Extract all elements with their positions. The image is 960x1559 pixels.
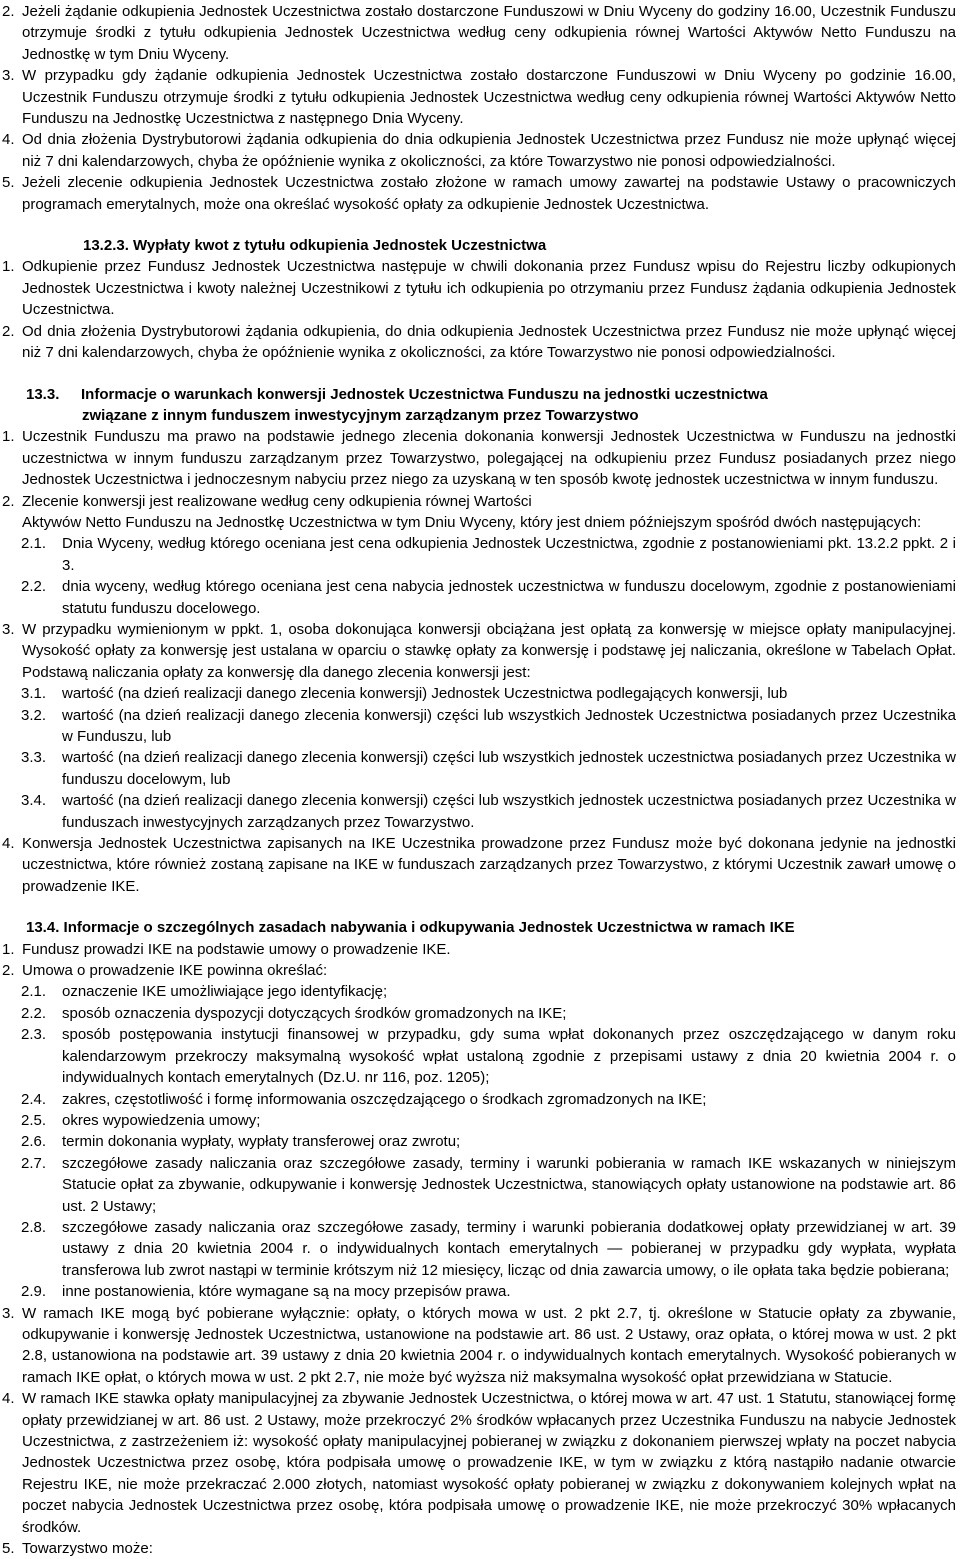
list-item [2, 1, 956, 65]
item-number: 3.1. [21, 685, 47, 703]
list-item [2, 1538, 956, 1559]
spacer [2, 215, 956, 235]
item-number: 1. [2, 258, 15, 276]
item-number: 3. [2, 1304, 15, 1322]
item-number: 4. [2, 835, 15, 853]
sub-list-item [2, 790, 956, 833]
item-number: 2. [2, 492, 15, 510]
item-text: Umowa o prowadzenie IKE powinna określać: [22, 962, 328, 980]
section-heading-13-3 [2, 384, 956, 427]
sub-list-item [2, 576, 956, 619]
item-number: 2.1. [21, 535, 47, 553]
item-text: Towarzystwo może: [22, 1540, 153, 1558]
sub-list-item [2, 1281, 956, 1302]
item-text: W przypadku wymienionym w ppkt. 1, osoba dokonująca konwersji obciążana jest opłatą za konwersję w miejsce opłaty manipulacyjnej. Wysokość opłaty za konwersję jest ustalana w oparciu o stawkę opłaty za konwersję i podstawę jej naliczania, określone w Tabelach Opłat. Podstawą naliczania opłaty za konwersję dla danego zlecenia konwersji jest: [22, 620, 956, 681]
item-text: Jeżeli żądanie odkupienia Jednostek Uczestnictwa zostało dostarczone Funduszowi w Dniu Wyceny do godziny 16.00, Uczestnik Funduszu otrzymuje środki z tytułu odkupienia Jednostek Uczestnictwa według ceny odkupienia równej Wartości Aktywów Netto Funduszu na Jednostkę w tym Dniu Wyceny. [22, 3, 956, 63]
item-number: 2.4. [21, 1090, 47, 1108]
sub-list-item [2, 1003, 956, 1024]
item-number: 2.3. [21, 1026, 47, 1044]
list-item [2, 1303, 956, 1389]
item-text: Odkupienie przez Fundusz Jednostek Uczestnictwa następuje w chwili dokonania przez Fundusz wpisu do Rejestru liczby odkupionych Jednostek Uczestnictwa i kwoty należnej Uczestnikowi z tytułu ich odkupienia po otrzymaniu przez Fundusz żądania odkupienia Jednostek Uczestnictwa. [22, 258, 956, 319]
item-number: 2.2. [21, 1004, 47, 1022]
list-item [2, 256, 956, 320]
item-number: 1. [2, 940, 15, 958]
section-heading-13-4: 13.4. Informacje o szczególnych zasadach nabywania i odkupywania Jednostek Uczestnictwa w ramach IKE [26, 919, 795, 937]
sub-list-item [2, 1089, 956, 1110]
list-item [2, 939, 956, 960]
item-number: 2.8. [21, 1218, 47, 1236]
item-number: 1. [2, 428, 15, 446]
list-item [2, 960, 956, 981]
item-text: dnia wyceny, według którego oceniana jest cena nabycia jednostek uczestnictwa w funduszu docelowym, zgodnie z postanowieniami statutu funduszu docelowego. [62, 578, 956, 617]
item-number: 5. [2, 1540, 15, 1558]
section-number: 13.3. [26, 385, 60, 403]
sub-list-item [2, 533, 956, 576]
item-number: 4. [2, 1390, 15, 1408]
list-item [2, 426, 956, 490]
item-number: 2.5. [21, 1111, 47, 1129]
redemption-terms-list [2, 1, 956, 215]
item-number: 2.6. [21, 1133, 47, 1151]
item-number: 5. [2, 174, 15, 192]
spacer [2, 364, 956, 384]
ike-terms-list [2, 939, 956, 1559]
item-number: 2.2. [21, 578, 47, 596]
item-text: W ramach IKE mogą być pobierane wyłącznie: opłaty, o których mowa w ust. 2 pkt 2.7, tj. określone w Statucie opłaty za zbywanie, odkupywanie i konwersję Jednostek Uczestnictwa, ustanowione na podstawie art. 86 ust. 2 Ustawy, oraz opłata, o której mowa w ust. 2 pkt 2.8, ustanowiona na podstawie art. 39 ustawy z dnia 20 kwietnia 2004 r. o indywidualnych kontach emerytalnych. Wysokość pobieranych w ramach IKE opłat, o których mowa w ust. 2 pkt 2.7, nie może być wyższa niż maksymalna wysokość opłat przewidziana w Statucie. [22, 1304, 956, 1386]
list-item [2, 65, 956, 129]
list-item [2, 619, 956, 683]
sub-list-item [2, 981, 956, 1002]
sub-list-item [2, 1024, 956, 1088]
list-item [2, 129, 956, 172]
item-number: 2.9. [21, 1283, 47, 1301]
item-text: Od dnia złożenia Dystrybutorowi żądania odkupienia do dnia odkupienia Jednostek Uczestnictwa przez Fundusz nie może upłynąć więcej niż 7 dni kalendarzowych, chyba że opóźnienie wynika z okoliczności, za które Towarzystwo nie ponosi odpowiedzialności. [22, 131, 956, 170]
item-text: sposób oznaczenia dyspozycji dotyczących środków gromadzonych na IKE; [62, 1004, 567, 1022]
item-text: Uczestnik Funduszu ma prawo na podstawie jednego zlecenia dokonania konwersji Jednostek Uczestnictwa w Funduszu na jednostki uczestnictwa w innym funduszu zarządzanym przez Towarzystwo, polegającej na odkupieniu przez Fundusz posiadanych przez niego Jednostek Uczestnictwa i jednoczesnym nabyciu przez niego za uzyskaną w ten sposób kwotę jednostek uczestnictwa w innym funduszu. [22, 428, 956, 489]
item-text: Fundusz prowadzi IKE na podstawie umowy o prowadzenie IKE. [22, 940, 451, 958]
conversion-terms-list [2, 426, 956, 897]
item-text: szczegółowe zasady naliczania oraz szczegółowe zasady, terminy i warunki pobierania dodatkowej opłaty przewidzianej w art. 39 ustawy z dnia 20 kwietnia 2004 r. o indywidualnych kontach emerytalnych — pobieranej w przypadku gdy wypłata, wypłata transferowa lub zwrot nastąpi w terminie krótszym niż 12 miesięcy, licząc od dnia zawarcia umowy, o ile opłata taka będzie pobierana; [62, 1218, 956, 1279]
item-text: oznaczenie IKE umożliwiające jego identyfikację; [62, 983, 388, 1001]
section-heading-13-2-3: 13.2.3. Wypłaty kwot z tytułu odkupienia Jednostek Uczestnictwa [83, 237, 547, 255]
item-text: inne postanowienia, które wymagane są na mocy przepisów prawa. [62, 1283, 511, 1301]
list-item [2, 172, 956, 215]
item-number: 2. [2, 962, 15, 980]
item-text: W ramach IKE stawka opłaty manipulacyjnej za zbywanie Jednostek Uczestnictwa, o której mowa w art. 47 ust. 1 Statutu, stanowiącej formę opłaty przewidzianej w art. 86 ust. 2 Ustawy, może przekroczyć 2% środków wpłacanych przez Uczestnika Funduszu na nabycie Jednostek Uczestnictwa, z zastrzeżeniem iż: wysokość opłaty manipulacyjnej pobieranej w związku z dokonaniem pierwszej wpłaty na poczet nabycia Jednostek Uczestnictwa przez osobę, która podpisała umowę o prowadzenie IKE, w tym w związku z którą nastąpiło nadanie otwarcie Rejestru IKE, nie może przekraczać 2.000 złotych, natomiast wysokość opłaty pobieranej w związku z dokonywaniem kolejnych wpłat na poczet nabycia Jednostek Uczestnictwa przez osobę, która podpisała umowę o prowadzenie IKE, nie może przekroczyć 30% wpłacanych środków. [22, 1390, 956, 1536]
item-text: Od dnia złożenia Dystrybutorowi żądania odkupienia, do dnia odkupienia Jednostek Uczestnictwa przez Fundusz nie może upłynąć więcej niż 7 dni kalendarzowych, chyba że opóźnienie wynika z okoliczności, za które Towarzystwo nie ponosi odpowiedzialności. [22, 322, 956, 362]
spacer [2, 897, 956, 917]
item-number: 2. [2, 322, 15, 340]
item-number: 4. [2, 131, 15, 149]
item-text: Dnia Wyceny, według którego oceniana jest cena odkupienia Jednostek Uczestnictwa, zgodnie z postanowieniami pkt. 13.2.2 ppkt. 2 i 3. [62, 535, 956, 574]
item-text: zakres, częstotliwość i formę informowania oszczędzającego o środkach zgromadzonych na IKE; [62, 1090, 707, 1108]
item-text: W przypadku gdy żądanie odkupienia Jednostek Uczestnictwa zostało dostarczone Funduszowi w Dniu Wyceny po godzinie 16.00, Uczestnik Funduszu otrzymuje środki z tytułu odkupienia Jednostek Uczestnictwa według ceny odkupienia równej Wartości Aktywów Netto Funduszu na Jednostkę Uczestnictwa z następnego Dnia Wyceny. [22, 67, 956, 128]
item-number: 3.4. [21, 792, 47, 810]
sub-list-item [2, 1217, 956, 1281]
item-text: wartość (na dzień realizacji danego zlecenia konwersji) części lub wszystkich jednostek uczestnictwa posiadanych przez Uczestnika w funduszach inwestycyjnych zarządzanych przez Towarzystwo. [62, 792, 956, 831]
section-title-line-1: Informacje o warunkach konwersji Jednostek Uczestnictwa Funduszu na jednostki uczestnictwa [81, 385, 768, 403]
list-item [2, 833, 956, 897]
item-continuation: Aktywów Netto Funduszu na Jednostkę Uczestnictwa w tym Dniu Wyceny, który jest dniem późniejszym spośród dwóch następujących: [22, 513, 922, 531]
sub-list-item [2, 747, 956, 790]
item-number: 3. [2, 67, 15, 85]
item-text: wartość (na dzień realizacji danego zlecenia konwersji) części lub wszystkich jednostek uczestnictwa posiadanych przez Uczestnika w funduszu docelowym, lub [62, 749, 956, 788]
item-number: 3. [2, 620, 15, 638]
section-title [81, 384, 956, 427]
sub-list-item [2, 1110, 956, 1131]
list-item [2, 321, 956, 364]
section-title-line-2: związane z innym funduszem inwestycyjnym zarządzanym przez Towarzystwo [82, 406, 639, 424]
item-number: 2. [2, 3, 15, 20]
item-text: Zlecenie konwersji jest realizowane według ceny odkupienia równej Wartości [22, 492, 532, 510]
sub-list-item [2, 1153, 956, 1217]
item-number: 3.2. [21, 706, 47, 724]
item-text: okres wypowiedzenia umowy; [62, 1111, 261, 1129]
sub-list-item [2, 683, 956, 704]
sub-list-item [2, 705, 956, 748]
item-text: sposób postępowania instytucji finansowej w przypadku, gdy suma wpłat dokonanych przez oszczędzającego w danym roku kalendarzowym przekroczy maksymalną wysokość wpłat ustaloną zgodnie z przepisami ustawy z dnia 20 kwietnia 2004 r. o indywidualnych kontach emerytalnych (Dz.U. nr 116, poz. 1205); [62, 1026, 956, 1087]
item-number: 2.7. [21, 1154, 47, 1172]
item-text: Konwersja Jednostek Uczestnictwa zapisanych na IKE Uczestnika prowadzone przez Fundusz może być dokonana jedynie na jednostki uczestnictwa, które również zostaną zapisane na IKE w funduszach zarządzanych przez Towarzystwo, z którymi Uczestnik zawarł umowę o prowadzenie IKE. [22, 835, 956, 895]
item-text: szczegółowe zasady naliczania oraz szczegółowe zasady, terminy i warunki pobierania w ramach IKE wskazanych w niniejszym Statucie opłat za zbywanie, odkupywanie i konwersję Jednostek Uczestnictwa, stanowiących opłaty ustanowione na podstawie art. 86 ust. 2 Ustawy; [62, 1154, 956, 1215]
sub-list-item [2, 1131, 956, 1152]
item-number: 3.3. [21, 749, 47, 767]
item-text: wartość (na dzień realizacji danego zlecenia konwersji) Jednostek Uczestnictwa podlegających konwersji, lub [62, 685, 788, 703]
list-item [2, 1388, 956, 1538]
item-text: wartość (na dzień realizacji danego zlecenia konwersji) części lub wszystkich Jednostek Uczestnictwa posiadanych przez Uczestnika w Funduszu, lub [62, 706, 956, 745]
payout-terms-list [2, 256, 956, 363]
item-text: termin dokonania wypłaty, wypłaty transferowej oraz zwrotu; [62, 1133, 461, 1151]
item-text: Jeżeli zlecenie odkupienia Jednostek Uczestnictwa zostało złożone w ramach umowy zawartej na podstawie Ustawy o pracowniczych programach emerytalnych, może ona określać wysokość opłaty za odkupienie Jednostek Uczestnictwa. [22, 174, 956, 213]
item-number: 2.1. [21, 983, 47, 1001]
list-item [2, 491, 956, 512]
